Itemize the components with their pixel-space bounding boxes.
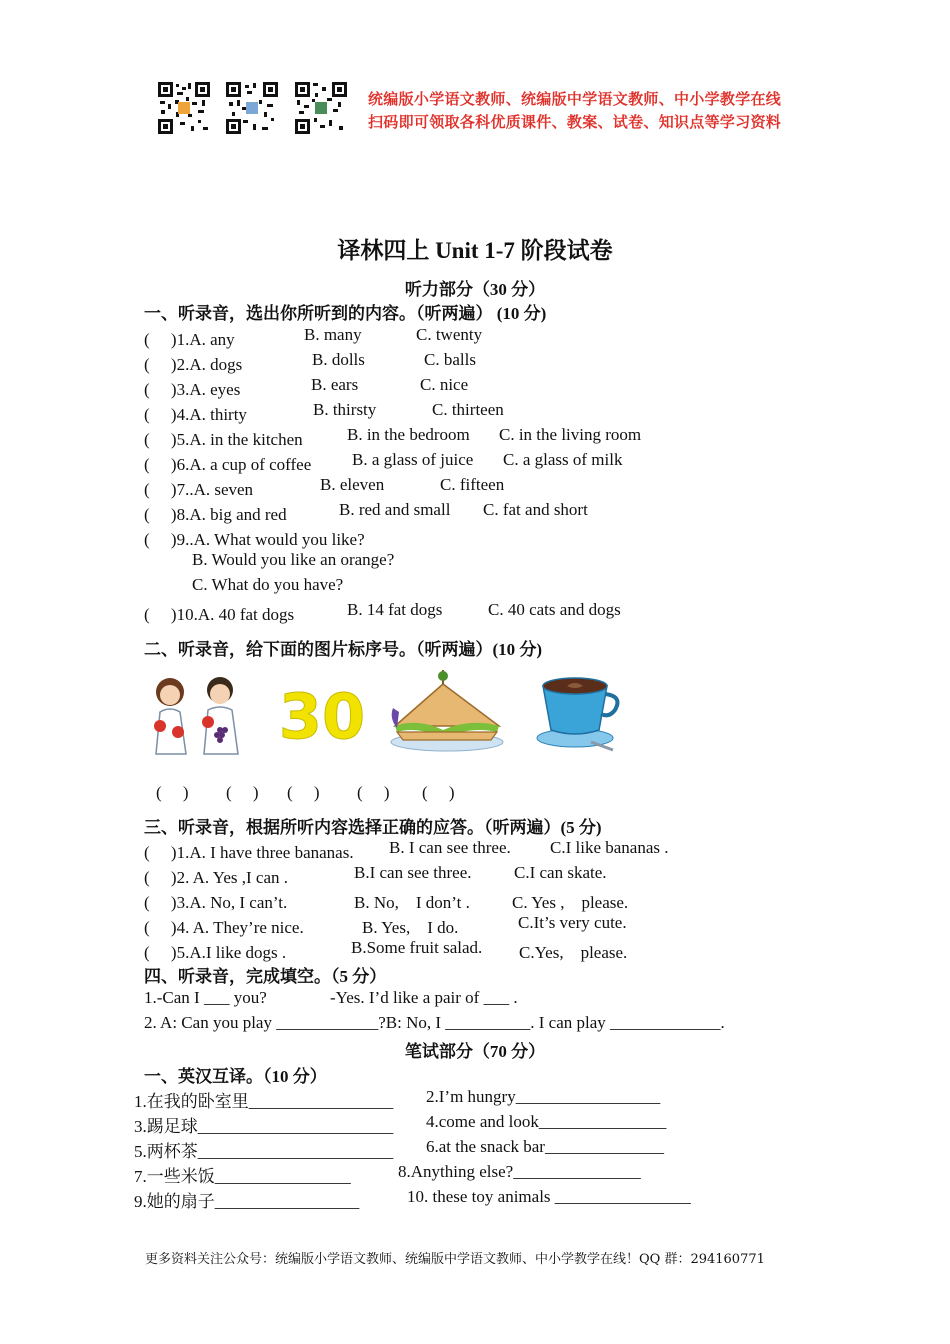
sandwich-picture <box>387 668 507 754</box>
part2-blank-3[interactable]: ( ) <box>287 783 320 802</box>
part3-q5-b: B.Some fruit salad. <box>351 938 483 957</box>
part3-q1-b: B. I can see three. <box>389 838 511 857</box>
part3-q5: ( )5.A.I like dogs . <box>144 943 287 962</box>
part2-blank-4[interactable]: ( ) <box>357 783 390 802</box>
part2-blank-2[interactable]: ( ) <box>226 783 259 802</box>
part3-q2-b: B.I can see three. <box>354 863 472 882</box>
part1-q9: ( )9..A. What would you like? <box>144 530 365 549</box>
part1-q6-b: B. a glass of juice <box>352 450 474 469</box>
part1-q1-c: C. twenty <box>416 325 483 344</box>
part1-q1-b: B. many <box>304 325 362 344</box>
part1-q10-b: B. 14 fat dogs <box>347 600 443 619</box>
part1-q4-b: B. thirsty <box>313 400 377 419</box>
part3-q1-c: C.I like bananas . <box>550 838 669 857</box>
translate-item-7: 7.一些米饭________________ <box>134 1167 351 1186</box>
translate-item-1: 1.在我的卧室里_________________ <box>134 1092 394 1111</box>
part1-q4: ( )4.A. thirty <box>144 405 247 424</box>
part4-line1-a: 1.-Can I ___ you? <box>144 988 267 1007</box>
part1-q10-c: C. 40 cats and dogs <box>488 600 621 619</box>
part3-q4: ( )4. A. They’re nice. <box>144 918 304 937</box>
translate-item-3: 3.踢足球_______________________ <box>134 1117 394 1136</box>
kids-with-fruit-picture <box>142 668 258 754</box>
part1-q4-c: C. thirteen <box>432 400 504 419</box>
part1-q8: ( )8.A. big and red <box>144 505 287 524</box>
listening-header: 听力部分（30 分） <box>404 280 546 299</box>
part1-q3: ( )3.A. eyes <box>144 380 241 399</box>
qr-code-3 <box>295 82 347 134</box>
part1-q7-b: B. eleven <box>320 475 385 494</box>
translate-item-4: 4.come and look_______________ <box>426 1112 667 1131</box>
part4-heading: 四、听录音，完成填空。（5 分） <box>144 967 387 986</box>
qr-code-2 <box>226 82 278 134</box>
qr-code-1 <box>158 82 210 134</box>
part1-q3-c: C. nice <box>420 375 469 394</box>
girl-figure <box>154 678 186 754</box>
coffee-cup-picture <box>533 668 625 754</box>
part1-q9-c: C. What do you have? <box>192 575 344 594</box>
part1-q1: ( )1.A. any <box>144 330 235 349</box>
part3-q3: ( )3.A. No, I can’t. <box>144 893 288 912</box>
part4-line2: 2. A: Can you play ____________?B: No, I __________. I can play _____________. <box>144 1013 725 1032</box>
promo-line-1: 统编版小学语文教师、统编版中学语文教师、中小学教学在线 <box>368 90 782 108</box>
number-label: 30 <box>278 680 366 753</box>
part3-heading: 三、听录音，根据所听内容选择正确的应答。（听两遍）(5 分) <box>144 818 602 837</box>
part3-q2-c: C.I can skate. <box>514 863 607 882</box>
part1-q10: ( )10.A. 40 fat dogs <box>144 605 295 624</box>
translate-item-2: 2.I’m hungry_________________ <box>426 1087 661 1106</box>
part2-blank-5[interactable]: ( ) <box>422 783 455 802</box>
page-title: 译林四上 Unit 1-7 阶段试卷 <box>337 238 613 263</box>
part1-q7-c: C. fifteen <box>440 475 505 494</box>
part3-q3-b: B. No, I don’t . <box>354 893 470 912</box>
part1-q8-c: C. fat and short <box>483 500 588 519</box>
number-thirty-picture <box>278 668 366 754</box>
part1-heading: 一、听录音，选出你所听到的内容。（听两遍） (10 分) <box>144 304 547 323</box>
part2-blank-1[interactable]: ( ) <box>156 783 189 802</box>
part4-line1-b: -Yes. I’d like a pair of ___ . <box>330 988 518 1007</box>
translate-item-6: 6.at the snack bar______________ <box>426 1137 664 1156</box>
part1-q2: ( )2.A. dogs <box>144 355 243 374</box>
part1-q3-b: B. ears <box>311 375 359 394</box>
part3-q3-c: C. Yes , please. <box>512 893 629 912</box>
part3-q1: ( )1.A. I have three bananas. <box>144 843 354 862</box>
part1-q2-c: C. balls <box>424 350 476 369</box>
part1-q9-b: B. Would you like an orange? <box>192 550 395 569</box>
part1-q7: ( )7..A. seven <box>144 480 254 499</box>
translate-item-10: 10. these toy animals ________________ <box>407 1187 691 1206</box>
part1-q5-b: B. in the bedroom <box>347 425 470 444</box>
part3-q4-b: B. Yes, I do. <box>362 918 459 937</box>
part3-q4-c: C.It’s very cute. <box>518 913 627 932</box>
promo-line-2: 扫码即可领取各科优质课件、教案、试卷、知识点等学习资料 <box>368 113 782 131</box>
page-footer: 更多资料关注公众号：统编版小学语文教师、统编版中学语文教师、中小学教学在线！QQ 群：294160771 <box>145 1252 765 1267</box>
part3-q2: ( )2. A. Yes ,I can . <box>144 868 289 887</box>
writing-header: 笔试部分（70 分） <box>404 1042 546 1061</box>
part3-q5-c: C.Yes, please. <box>519 943 628 962</box>
writing1-heading: 一、英汉互译。（10 分） <box>144 1067 327 1086</box>
boy-figure <box>202 677 238 754</box>
part2-heading: 二、听录音，给下面的图片标序号。（听两遍）(10 分) <box>144 640 543 659</box>
part1-q6-c: C. a glass of milk <box>503 450 623 469</box>
part1-q5: ( )5.A. in the kitchen <box>144 430 303 449</box>
translate-item-8: 8.Anything else?_______________ <box>398 1162 641 1181</box>
translate-item-9: 9.她的扇子_________________ <box>134 1192 360 1211</box>
part1-q5-c: C. in the living room <box>499 425 642 444</box>
part1-q2-b: B. dolls <box>312 350 365 369</box>
part1-q8-b: B. red and small <box>339 500 451 519</box>
part1-q6: ( )6.A. a cup of coffee <box>144 455 312 474</box>
translate-item-5: 5.两杯茶_______________________ <box>134 1142 394 1161</box>
